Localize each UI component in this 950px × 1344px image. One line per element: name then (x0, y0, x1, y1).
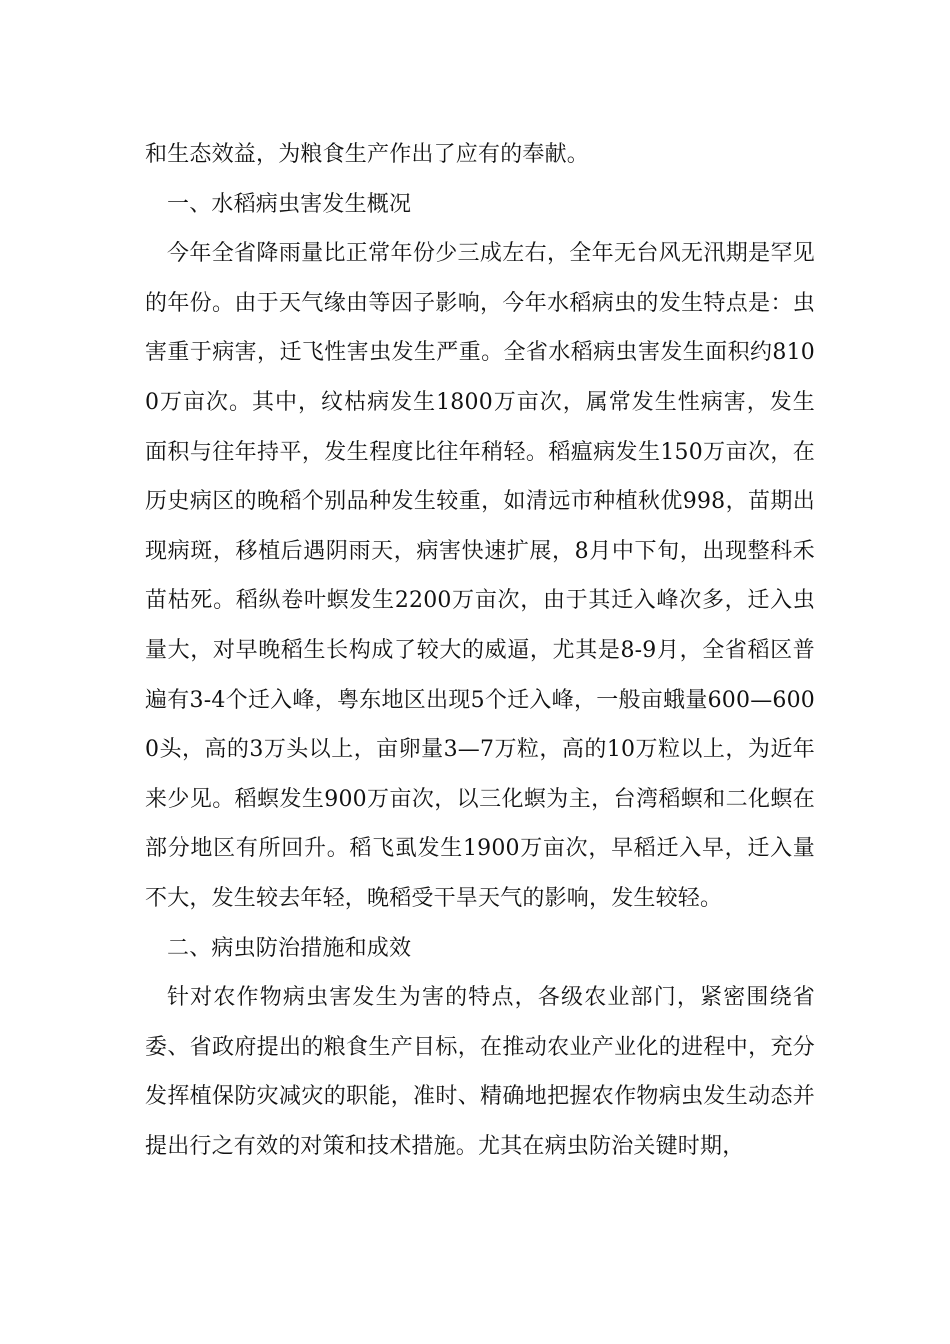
paragraph-continuation: 和生态效益，为粮食生产作出了应有的奉献。 (145, 142, 590, 167)
document-body (145, 130, 815, 1171)
section-heading-1: 一、水稻病虫害发生概况 (167, 191, 412, 217)
paragraph-pest-overview: 今年全省降雨量比正常年份少三成左右，全年无台风无汛期是罕见的年份。由于天气缘由等因子影响，今年水稻病虫的发生特点是：虫害重于病害，迁飞性害虫发生严重。全省水稻病虫害发生面积约8100万亩次。其中，纹枯病发生1800万亩次，属常发生性病害，发生面积与往年持平，发生程度比往年稍轻。稻瘟病发生150万亩次，在历史病区的晚稻个别品种发生较重，如清远市种植秋优998，苗期出现病斑，移植后遇阴雨天，病害快速扩展，8月中下旬，出现整科禾苗枯死。稻纵卷叶螟发生2200万亩次，由于其迁入峰次多，迁入虫量大，对早晚稻生长构成了较大的威逼，尤其是8-9月，全省稻区普遍有3-4个迁入峰，粤东地区出现5个迁入峰，一般亩蛾量600—6000头，高的3万头以上，亩卵量3—7万粒，高的10万粒以上，为近年来少见。稻螟发生900万亩次，以三化螟为主，台湾稻螟和二化螟在部分地区有所回升。稻飞虱发生1900万亩次，早稻迁入早，迁入量不大，发生较去年轻，晚稻受干旱天气的影响，发生较轻。 (145, 241, 815, 911)
paragraph-control-measures: 针对农作物病虫害发生为害的特点，各级农业部门，紧密围绕省委、省政府提出的粮食生产目标，在推动农业产业化的进程中，充分发挥植保防灾减灾的职能，准时、精确地把握农作物病虫发生动态并提出行之有效的对策和技术措施。尤其在病虫防治关键时期， (145, 985, 815, 1159)
section-heading-2: 二、病虫防治措施和成效 (167, 935, 412, 961)
